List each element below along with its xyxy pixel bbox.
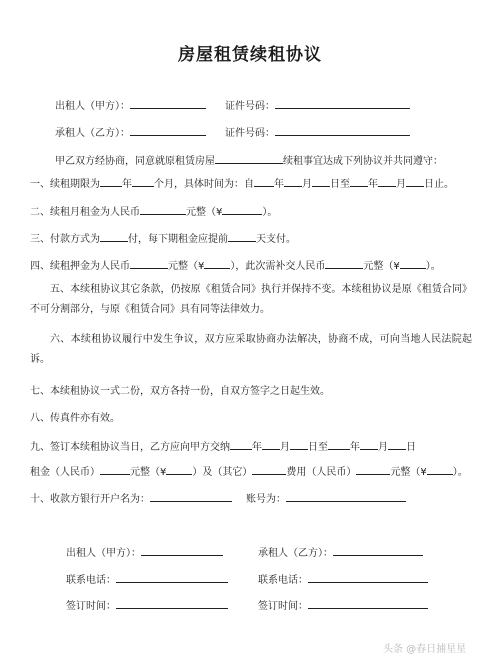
- lessee-phone-blank[interactable]: [308, 571, 428, 583]
- clause-1-label: 一、续租期限为: [30, 179, 100, 190]
- extra-deposit-figure-blank[interactable]: [400, 257, 426, 269]
- lessor-date-blank[interactable]: [116, 597, 228, 609]
- clause-9-a: 九、签订本续租协议当日，乙方应向甲方交纳: [30, 442, 230, 453]
- start-year-blank[interactable]: [254, 175, 274, 187]
- lessor-row: [55, 97, 206, 114]
- clause-9-y2: 年: [350, 442, 360, 453]
- clause-9-e: 费用（人民币）: [286, 467, 357, 478]
- lessor-id-label: 证件号码：: [225, 101, 275, 112]
- clause-10-b: 账号为：: [246, 494, 286, 505]
- payment-method-blank[interactable]: [100, 230, 128, 242]
- c9-start-year-blank[interactable]: [230, 438, 252, 450]
- clause-4-c: ），此次需补交人民币: [230, 261, 326, 272]
- start-day-blank[interactable]: [312, 175, 330, 187]
- clause-2: [30, 203, 277, 220]
- clause-3-c: 天支付。: [256, 234, 296, 245]
- clause-4-d: 元整（¥: [363, 261, 400, 272]
- clause-5: 五、本续租协议其它条款，仍按原《租赁合同》执行并保持不变。本续租协议是原《租赁合同》不可分割部分，与原《租赁合同》具有同等法律效力。: [30, 284, 472, 315]
- lessor-name-blank[interactable]: [130, 97, 206, 109]
- c9-fee-amount-blank[interactable]: [356, 463, 390, 475]
- intro-after: 续租事宜达成下列协议并共同遵守：: [283, 156, 443, 167]
- clause-1-months-text: 个月，具体时间为：自: [154, 179, 254, 190]
- lessee-name-blank[interactable]: [130, 124, 206, 136]
- clause-9-d-other: ）及（其它）: [192, 467, 253, 478]
- end-day-blank[interactable]: [406, 175, 424, 187]
- c9-rent-figure-blank[interactable]: [166, 463, 192, 475]
- rent-figure-blank[interactable]: [222, 203, 262, 215]
- clause-9-y: 年: [252, 442, 262, 453]
- clause-9-m: 月: [280, 442, 290, 453]
- clause-4-b: 元整（¥: [168, 261, 205, 272]
- premises-blank[interactable]: [215, 152, 283, 164]
- clause-9-g: ）。: [452, 467, 468, 478]
- clause-9-c: 元整（¥: [130, 467, 167, 478]
- lessor-id-blank[interactable]: [275, 97, 410, 109]
- c9-end-year-blank[interactable]: [328, 438, 350, 450]
- sig-lessee-blank[interactable]: [333, 544, 423, 556]
- clause-9-d: 日至: [308, 442, 328, 453]
- clause-1-m2: 月: [396, 179, 406, 190]
- term-years-blank[interactable]: [100, 175, 122, 187]
- c9-end-day-blank[interactable]: [388, 438, 406, 450]
- lessor-id-row: [225, 97, 410, 114]
- clause-4-e: ）。: [425, 261, 441, 272]
- lessee-row: [55, 124, 206, 141]
- c9-start-month-blank[interactable]: [262, 438, 280, 450]
- extra-deposit-blank[interactable]: [325, 257, 363, 269]
- clause-2-b: 元整（¥: [186, 207, 223, 218]
- deposit-amount-blank[interactable]: [130, 257, 168, 269]
- clause-1-y2: 年: [368, 179, 378, 190]
- clause-1: [30, 175, 454, 192]
- intro-line: [55, 152, 443, 169]
- intro-before: 甲乙双方经协商，同意就原租赁房屋: [55, 156, 215, 167]
- sig-lessee-label: 承租人（乙方）：: [258, 548, 333, 559]
- advance-days-blank[interactable]: [228, 230, 256, 242]
- lessee-date-blank[interactable]: [308, 597, 428, 609]
- c9-rent-amount-blank[interactable]: [100, 463, 130, 475]
- account-number-blank[interactable]: [286, 490, 406, 502]
- clause-2-a: 二、续租月租金为人民币: [30, 207, 140, 218]
- document-title: 房屋租赁续租协议: [178, 45, 322, 65]
- clause-9-m2: 月: [378, 442, 388, 453]
- lessee-phone-row: [258, 571, 428, 588]
- clause-4: [30, 257, 441, 274]
- lessor-phone-blank[interactable]: [116, 571, 228, 583]
- clause-4-a: 四、续租押金为人民币: [30, 261, 130, 272]
- clause-1-y: 年: [274, 179, 284, 190]
- lessor-phone-label: 联系电话：: [66, 575, 116, 586]
- sig-lessee-row: [258, 544, 423, 561]
- lessee-id-blank[interactable]: [275, 124, 410, 136]
- clause-1-year: 年: [122, 179, 132, 190]
- start-month-blank[interactable]: [284, 175, 302, 187]
- clause-3-a: 三、付款方式为: [30, 234, 100, 245]
- clause-3-b: 付，每下期租金应提前: [128, 234, 228, 245]
- term-months-blank[interactable]: [132, 175, 154, 187]
- clause-1-d: 日至: [330, 179, 350, 190]
- end-year-blank[interactable]: [350, 175, 368, 187]
- deposit-figure-blank[interactable]: [204, 257, 230, 269]
- lessor-date-row: [66, 597, 228, 614]
- c9-end-month-blank[interactable]: [360, 438, 378, 450]
- clause-9-line-2: [30, 463, 468, 480]
- clause-9-f: 元整（¥: [390, 467, 427, 478]
- lessee-date-row: [258, 597, 428, 614]
- lessee-date-label: 签订时间：: [258, 601, 308, 612]
- c9-fee-figure-blank[interactable]: [427, 463, 453, 475]
- watermark: 头条 @春日捕星星: [383, 644, 467, 655]
- sig-lessor-label: 出租人（甲方）：: [66, 548, 141, 559]
- clause-1-d2: 日止。: [424, 179, 454, 190]
- clause-9-line-1: [30, 438, 416, 455]
- lessee-label: 承租人（乙方）：: [55, 128, 130, 139]
- end-month-blank[interactable]: [378, 175, 396, 187]
- sig-lessor-row: [66, 544, 223, 561]
- lessee-id-row: [225, 124, 410, 141]
- c9-start-day-blank[interactable]: [290, 438, 308, 450]
- clause-8: 八、传真件亦有效。: [30, 413, 120, 424]
- clause-1-m: 月: [302, 179, 312, 190]
- clause-10: [30, 490, 406, 507]
- clause-9-d2: 日: [406, 442, 416, 453]
- clause-10-a: 十、收款方银行开户名为：: [30, 494, 150, 505]
- clause-3: [30, 230, 296, 247]
- sig-lessor-blank[interactable]: [141, 544, 223, 556]
- lessee-phone-label: 联系电话：: [258, 575, 308, 586]
- clause-2-c: ）。: [262, 207, 278, 218]
- lessor-phone-row: [66, 571, 228, 588]
- lessor-label: 出租人（甲方）：: [55, 101, 130, 112]
- clause-6: 六、本续租协议履行中发生争议，双方应采取协商办法解决，协商不成，可向当地人民法院起诉。: [30, 334, 472, 365]
- lessee-id-label: 证件号码：: [225, 128, 275, 139]
- clause-7: 七、本续租协议一式二份，双方各持一份，自双方签字之日起生效。: [30, 386, 330, 397]
- rent-amount-blank[interactable]: [140, 203, 186, 215]
- c9-other-blank[interactable]: [252, 463, 286, 475]
- clause-9-b: 租金（人民币）: [30, 467, 100, 478]
- lessor-date-label: 签订时间：: [66, 601, 116, 612]
- account-name-blank[interactable]: [150, 490, 232, 502]
